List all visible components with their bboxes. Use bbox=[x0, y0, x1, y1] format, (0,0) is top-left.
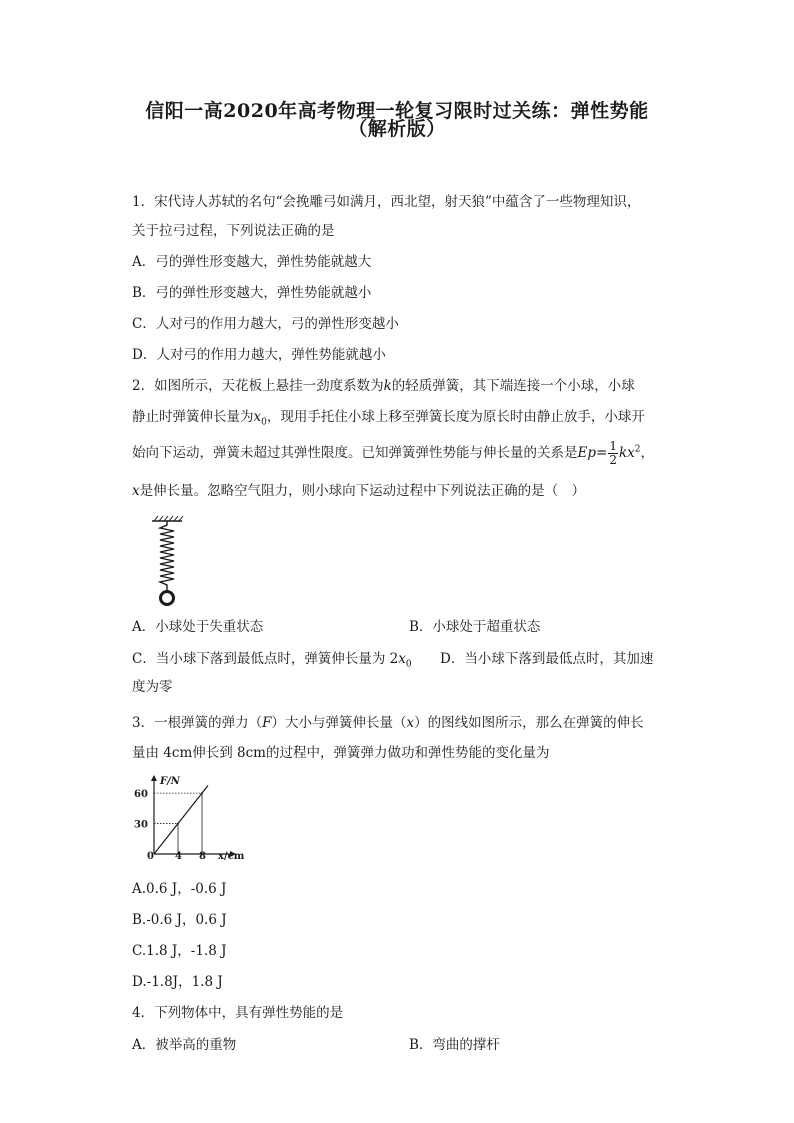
q3-l1-text-c: ）的图线如图所示，那么在弹簧的伸长 bbox=[414, 715, 644, 731]
q2-l4-text: 是伸长量。忽略空气阻力，则小球向下运动过程中下列说法正确的是（ ） bbox=[139, 483, 586, 499]
ceiling-hatch bbox=[152, 516, 183, 521]
subtitle-text: （解析版） bbox=[348, 118, 446, 140]
q2-x0-symbol: x bbox=[253, 409, 262, 425]
q2-k-symbol: k bbox=[383, 378, 392, 394]
q2-option-c-text: C．当小球下落到最低点时，弹簧伸长量为 bbox=[132, 651, 386, 667]
spring-coil bbox=[160, 521, 174, 591]
q4-option-b: B．弯曲的撑杆 bbox=[409, 1037, 500, 1053]
q3-l1-text-b: ）大小与弹簧伸长量（ bbox=[271, 715, 407, 731]
q3-option-d: D.-1.8J，1.8 J bbox=[132, 974, 223, 990]
q2-option-d-line2: 度为零 bbox=[132, 679, 173, 695]
q2-square: 2 bbox=[634, 444, 641, 455]
q4-stem: 4．下列物体中，具有弹性势能的是 bbox=[132, 1005, 344, 1021]
q2-option-c-x: x bbox=[398, 651, 406, 667]
q3-stem-line1 bbox=[132, 714, 644, 732]
y-tick-label-60: 60 bbox=[134, 789, 148, 801]
document-subtitle bbox=[0, 114, 794, 141]
q2-option-c bbox=[132, 650, 412, 674]
q2-l2-text-b: ，现用手托住小球上移至弹簧长度为原长时由静止放手，小球开 bbox=[266, 409, 645, 425]
q1-option-a: A．弓的弹性形变越大，弹性势能就越大 bbox=[132, 254, 372, 270]
q2-l1-text-b: 的轻质弹簧，其下端连接一个小球，小球 bbox=[391, 378, 635, 394]
q2-stem-line1 bbox=[132, 377, 635, 395]
q3-x-symbol: x bbox=[406, 715, 415, 731]
q1-option-b: B．弓的弹性形变越大，弹性势能就越小 bbox=[132, 285, 372, 301]
q2-option-b: B．小球处于超重状态 bbox=[409, 619, 541, 635]
q2-stem-line4 bbox=[132, 482, 585, 500]
data-point-1 bbox=[201, 792, 203, 794]
q2-stem-line3 bbox=[132, 440, 654, 467]
y-axis-arrow bbox=[151, 775, 157, 781]
x-tick-label-8: 8 bbox=[199, 851, 206, 862]
q2-option-a: A．小球处于失重状态 bbox=[132, 619, 264, 635]
q1-stem-line1: 1．宋代诗人苏轼的名句“会挽雕弓如满月，西北望，射天狼”中蕴含了一些物理知识， bbox=[132, 194, 641, 210]
q2-fraction-numerator: 1 bbox=[609, 439, 617, 453]
force-extension-chart bbox=[128, 772, 248, 864]
q2-l1-text-a: 2．如图所示，天花板上悬挂一劲度系数为 bbox=[132, 378, 384, 394]
q2-x0-subscript: 0 bbox=[261, 417, 267, 428]
q2-fraction-denominator: 2 bbox=[609, 453, 617, 467]
spring-figure bbox=[150, 515, 186, 609]
x-axis-label: x/cm bbox=[218, 851, 245, 862]
q2-l3-text-a: 始向下运动，弹簧未超过其弹性限度。已知弹簧弹性势能与伸长量的关系是 bbox=[132, 445, 578, 461]
ball bbox=[161, 592, 174, 605]
q1-option-d: D．人对弓的作用力越大，弹性势能就越小 bbox=[132, 347, 386, 363]
data-line bbox=[154, 786, 208, 854]
q2-x-symbol: x bbox=[132, 483, 140, 499]
q2-fraction bbox=[608, 440, 618, 467]
y-tick-label-30: 30 bbox=[134, 819, 148, 831]
data-point-0 bbox=[177, 823, 179, 825]
q4-option-a: A．被举高的重物 bbox=[132, 1037, 237, 1053]
q3-option-a: A.0.6 J，-0.6 J bbox=[132, 881, 227, 897]
q2-stem-line2 bbox=[132, 408, 645, 432]
y-axis-label: F/N bbox=[160, 776, 180, 787]
q2-kx-symbol: kx bbox=[618, 445, 635, 461]
q2-option-d-line1: D．当小球下落到最低点时，其加速 bbox=[440, 651, 654, 667]
document-title: 信阳一高2020年高考物理一轮复习限时过关练：弹性势能 bbox=[145, 100, 649, 122]
x-tick-label-4: 4 bbox=[175, 851, 182, 862]
origin-label: 0 bbox=[147, 851, 154, 862]
q3-stem-line2: 量由 4cm伸长到 8cm的过程中，弹簧弹力做功和弹性势能的变化量为 bbox=[132, 745, 550, 761]
q2-option-c-sub: 0 bbox=[405, 659, 412, 670]
q2-l2-text-a: 静止时弹簧伸长量为 bbox=[132, 409, 254, 425]
q3-l1-text-a: 3．一根弹簧的弹力（ bbox=[132, 715, 263, 731]
q2-option-c-coef: 2 bbox=[389, 651, 399, 667]
q1-option-c: C．人对弓的作用力越大，弓的弹性形变越小 bbox=[132, 316, 399, 332]
q3-F-symbol: F bbox=[262, 715, 272, 731]
q2-l3-end: ， bbox=[640, 445, 654, 461]
q3-option-c: C.1.8 J，-1.8 J bbox=[132, 943, 227, 959]
q1-stem-line2: 关于拉弓过程，下列说法正确的是 bbox=[132, 223, 335, 239]
q3-option-b: B.-0.6 J，0.6 J bbox=[132, 912, 227, 928]
q2-ep-symbol: Ep= bbox=[577, 445, 608, 461]
